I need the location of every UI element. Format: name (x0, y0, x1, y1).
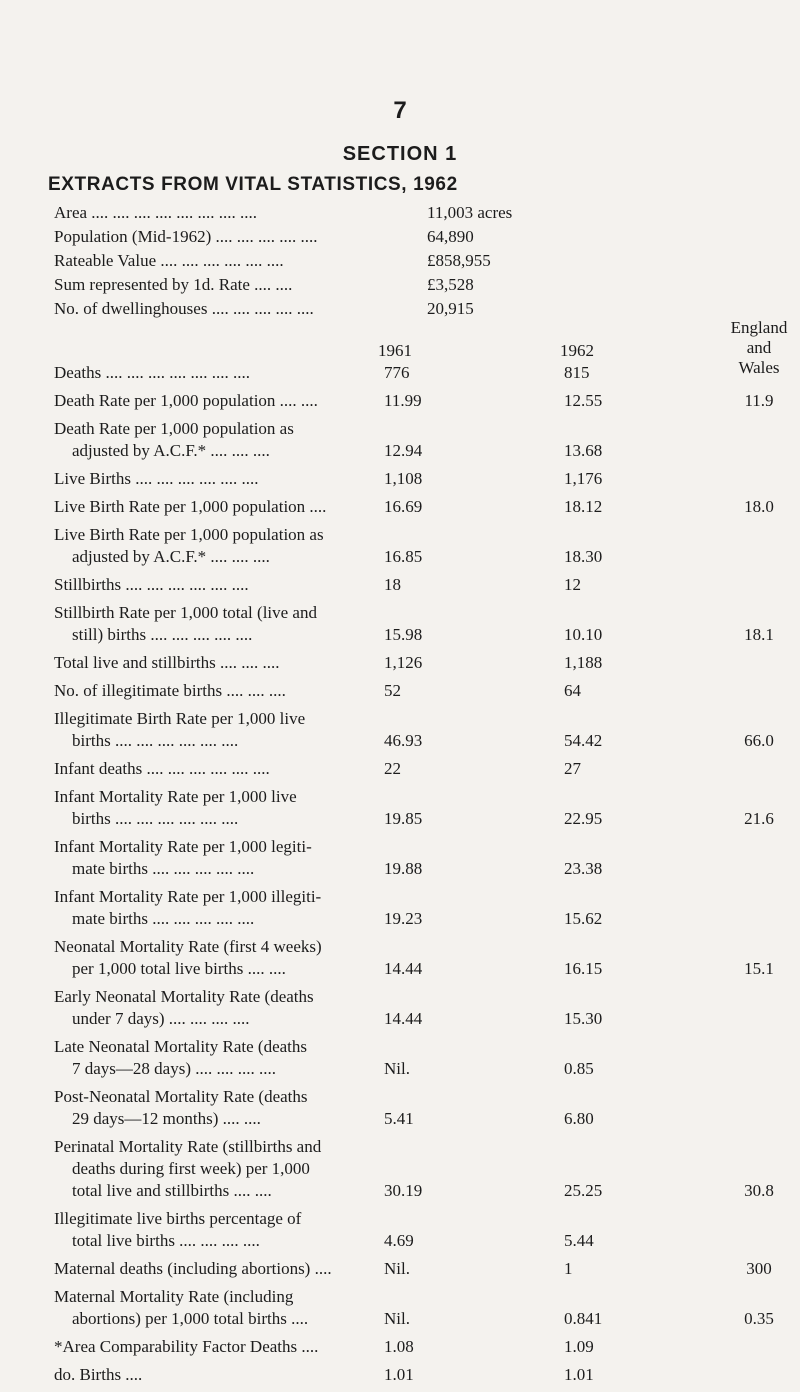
row-label-line: per 1,000 total live births .... .... (72, 959, 286, 978)
value-1962: 16.15 (564, 959, 603, 978)
value-1961: 15.98 (384, 625, 423, 644)
value-1962: 22.95 (564, 809, 603, 828)
value-1961: 1.01 (384, 1365, 414, 1384)
table-row (54, 680, 800, 702)
row-label-line: births .... .... .... .... .... .... (72, 731, 239, 750)
row-label-line: deaths during first week) per 1,000 (72, 1159, 310, 1178)
table-row (54, 418, 800, 462)
value-1961: 52 (384, 681, 401, 700)
document-title: EXTRACTS FROM VITAL STATISTICS, 1962 (48, 174, 458, 195)
summary-label: No. of dwellinghouses .... .... .... .... .... (54, 299, 314, 318)
table-row (54, 524, 800, 568)
summary-label: Population (Mid-1962) .... .... .... .... .... (54, 227, 318, 246)
row-label-line: Post-Neonatal Mortality Rate (deaths (54, 1087, 308, 1106)
value-england-wales: 18.0 (744, 497, 774, 516)
value-1961: 776 (384, 363, 410, 382)
table-row (54, 496, 800, 518)
summary-value: 64,890 (427, 227, 474, 246)
summary-label: Sum represented by 1d. Rate .... .... (54, 275, 293, 294)
value-1961: 5.41 (384, 1109, 414, 1128)
summary-row (54, 202, 754, 226)
statistics-table (54, 362, 800, 1392)
row-label-line: Maternal Mortality Rate (including (54, 1287, 294, 1306)
summary-value: £3,528 (427, 275, 474, 294)
row-label-line: Illegitimate Birth Rate per 1,000 live (54, 709, 306, 728)
column-header-1961: 1961 (378, 341, 412, 360)
value-1961: 46.93 (384, 731, 423, 750)
value-1962: 5.44 (564, 1231, 594, 1250)
summary-value: £858,955 (427, 251, 491, 270)
table-row (54, 1258, 800, 1280)
summary-row (54, 274, 754, 298)
row-label-line: Deaths .... .... .... .... .... .... .... (54, 363, 250, 382)
value-1962: 12.55 (564, 391, 603, 410)
value-england-wales: 30.8 (744, 1181, 774, 1200)
value-1961: 19.85 (384, 809, 423, 828)
summary-label: Area .... .... .... .... .... .... .... .... (54, 203, 258, 222)
row-label-line: Total live and stillbirths .... .... .... (54, 653, 280, 672)
table-row (54, 1286, 800, 1330)
summary-label: Rateable Value .... .... .... .... .... .... (54, 251, 284, 270)
value-1962: 54.42 (564, 731, 603, 750)
page-number: 7 (393, 97, 407, 124)
value-1962: 1,188 (564, 653, 603, 672)
table-row (54, 936, 800, 980)
row-label-line: Death Rate per 1,000 population as (54, 419, 294, 438)
value-1961: 1.08 (384, 1337, 414, 1356)
summary-value: 20,915 (427, 299, 474, 318)
table-row (54, 574, 800, 596)
value-1962: 0.85 (564, 1059, 594, 1078)
row-label-line: still) births .... .... .... .... .... (72, 625, 253, 644)
summary-table (54, 202, 754, 322)
table-row (54, 836, 800, 880)
row-label-line: Neonatal Mortality Rate (first 4 weeks) (54, 937, 322, 956)
value-1962: 18.30 (564, 547, 603, 566)
value-1962: 13.68 (564, 441, 603, 460)
row-label-line: 7 days—28 days) .... .... .... .... (72, 1059, 276, 1078)
value-1962: 18.12 (564, 497, 603, 516)
table-row (54, 652, 800, 674)
table-row (54, 390, 800, 412)
value-1962: 1 (564, 1259, 573, 1278)
row-label-line: Infant deaths .... .... .... .... .... .... (54, 759, 270, 778)
value-1961: 1,126 (384, 653, 423, 672)
table-row (54, 758, 800, 780)
value-1962: 1.09 (564, 1337, 594, 1356)
value-england-wales: 18.1 (744, 625, 774, 644)
table-row (54, 1208, 800, 1252)
value-1961: 4.69 (384, 1231, 414, 1250)
row-label-line: mate births .... .... .... .... .... (72, 909, 255, 928)
value-1962: 815 (564, 363, 590, 382)
table-row (54, 1364, 800, 1386)
summary-row (54, 250, 754, 274)
value-1962: 1,176 (564, 469, 603, 488)
table-row (54, 1086, 800, 1130)
value-1962: 10.10 (564, 625, 603, 644)
value-1962: 12 (564, 575, 581, 594)
row-label-line: Early Neonatal Mortality Rate (deaths (54, 987, 314, 1006)
row-label-line: Illegitimate live births percentage of (54, 1209, 302, 1228)
value-1962: 64 (564, 681, 581, 700)
table-row (54, 602, 800, 646)
row-label-line: births .... .... .... .... .... .... (72, 809, 239, 828)
value-england-wales: 21.6 (744, 809, 774, 828)
row-label-line: total live and stillbirths .... .... (72, 1181, 272, 1200)
value-1961: 19.23 (384, 909, 423, 928)
row-label-line: do. Births .... (54, 1365, 143, 1384)
summary-value: 11,003 acres (427, 203, 513, 222)
summary-row (54, 226, 754, 250)
row-label-line: *Area Comparability Factor Deaths .... (54, 1337, 319, 1356)
row-label-line: Live Birth Rate per 1,000 population .... (54, 497, 327, 516)
value-1962: 15.62 (564, 909, 603, 928)
table-row (54, 986, 800, 1030)
row-label-line: Infant Mortality Rate per 1,000 illegiti- (54, 887, 322, 906)
section-heading: SECTION 1 (342, 143, 458, 165)
value-1961: 18 (384, 575, 401, 594)
column-header-line: and (746, 338, 772, 357)
value-1962: 1.01 (564, 1365, 594, 1384)
value-1961: Nil. (384, 1259, 410, 1278)
table-row (54, 1136, 800, 1202)
row-label-line: Perinatal Mortality Rate (stillbirths and (54, 1137, 322, 1156)
row-label-line: Infant Mortality Rate per 1,000 live (54, 787, 297, 806)
value-1962: 6.80 (564, 1109, 594, 1128)
value-1962: 0.841 (564, 1309, 603, 1328)
row-label-line: Live Birth Rate per 1,000 population as (54, 525, 324, 544)
column-header-1962: 1962 (560, 341, 594, 360)
row-label-line: Maternal deaths (including abortions) .... (54, 1259, 332, 1278)
row-label-line: total live births .... .... .... .... (72, 1231, 260, 1250)
row-label-line: No. of illegitimate births .... .... .... (54, 681, 286, 700)
row-label-line: under 7 days) .... .... .... .... (72, 1009, 250, 1028)
row-label-line: mate births .... .... .... .... .... (72, 859, 255, 878)
row-label-line: 29 days—12 months) .... .... (72, 1109, 261, 1128)
row-label-line: Late Neonatal Mortality Rate (deaths (54, 1037, 308, 1056)
table-row (54, 786, 800, 830)
value-1961: 14.44 (384, 1009, 423, 1028)
value-1961: 22 (384, 759, 401, 778)
table-row (54, 886, 800, 930)
value-1961: 16.85 (384, 547, 423, 566)
row-label-line: Stillbirth Rate per 1,000 total (live and (54, 603, 317, 622)
table-row (54, 708, 800, 752)
value-england-wales: 66.0 (744, 731, 774, 750)
table-row (54, 1336, 800, 1358)
table-row (54, 362, 800, 384)
value-1961: 16.69 (384, 497, 423, 516)
value-1961: Nil. (384, 1309, 410, 1328)
value-1962: 15.30 (564, 1009, 603, 1028)
value-1962: 25.25 (564, 1181, 603, 1200)
value-1961: 14.44 (384, 959, 423, 978)
row-label-line: abortions) per 1,000 total births .... (72, 1309, 309, 1328)
table-row (54, 1036, 800, 1080)
value-1961: 11.99 (384, 391, 422, 410)
column-header-line: Wales (738, 358, 780, 377)
value-england-wales: 0.35 (744, 1309, 774, 1328)
row-label-line: Live Births .... .... .... .... .... .... (54, 469, 259, 488)
value-1961: Nil. (384, 1059, 410, 1078)
value-england-wales: 300 (746, 1259, 772, 1278)
row-label-line: adjusted by A.C.F.* .... .... .... (72, 441, 270, 460)
row-label-line: Infant Mortality Rate per 1,000 legiti- (54, 837, 312, 856)
table-row (54, 468, 800, 490)
row-label-line: adjusted by A.C.F.* .... .... .... (72, 547, 270, 566)
row-label-line: Death Rate per 1,000 population .... .... (54, 391, 318, 410)
value-1961: 30.19 (384, 1181, 423, 1200)
value-1961: 1,108 (384, 469, 423, 488)
row-label-line: Stillbirths .... .... .... .... .... .... (54, 575, 249, 594)
value-england-wales: 11.9 (744, 391, 774, 410)
value-1962: 27 (564, 759, 581, 778)
value-1961: 12.94 (384, 441, 423, 460)
value-england-wales: 15.1 (744, 959, 774, 978)
value-1961: 19.88 (384, 859, 423, 878)
column-header-line: England (730, 318, 788, 337)
value-1962: 23.38 (564, 859, 603, 878)
summary-row (54, 298, 754, 322)
